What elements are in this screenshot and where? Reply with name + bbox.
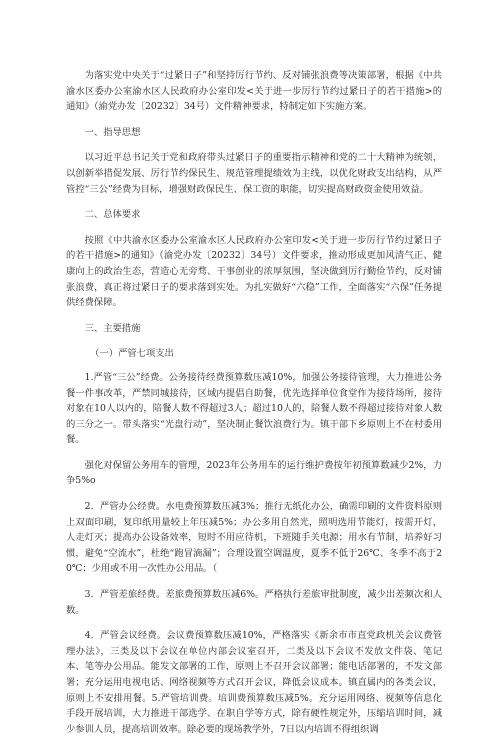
general-requirements-paragraph: 按照《中共渝水区委办公室渝水区人民政府办公室印发<关于进一步厉行节约过紧日子的若干措施>的通知》（渝党办发〔20232〕34号）文件要求，推动形成更加风清气正、健康向上的政治生态，营造心无旁骛、干事创业的浓厚氛围，坚决做到厉行勤俭节约，反对铺张浪费，真正将过紧日子的要求落到实处。为扎实做好“六稳”工作，全面落实“六保”任务提供经费保障。: [66, 234, 442, 309]
measure-item-4: 4．严管会议经费。会议费预算数压减10%，严格落实《新余市市直党政机关会议费管理办法》，三类及以下会议在单位内部会议室召开，二类及以下会议不发放文件袋、笔记本、笔等办公用品。能发文部署的工作，原则上不召开会议部署；能电话部署的，不发文部署；充分运用电视电话、网络视频等方式召开会议，降低会议成本。镇直属内的各类会议，原则上不安排用餐。5.严管培训费。培训费预算数压减5%。充分运用网络、视频等信息化手段开展培训，大力推进干部选学、在职自学等方式，除有硬性规定外，压缩培训时间，减少参训人员，提高培训效率。除必要的现场教学外，7日以内培训不得组织调: [66, 630, 442, 735]
section-heading-main-measures: 三、主要措施: [84, 322, 141, 334]
measure-item-2: 2．严管办公经费。水电费预算数压减3%；推行无纸化办公，确需印刷的文件资料原则上双面印刷，复印纸用量较上年压减5%；办公多用自然光，照明选用节能灯，按需开灯，人走灯灭；提高办公设备效率，短时不用应待机，下班随手关电源；用水有节制，培养好习惯，避免“空流水”，杜绝“跑冒滴漏”；合理设置空调温度，夏季不低于26℃、冬季不高于20℃；少用或不用一次性办公用品。（: [66, 501, 442, 575]
section-heading-guiding-ideology: 一、指导思想: [84, 126, 141, 138]
measure-item-1-continued: 强化对保留公务用车的管理，2023年公务用车的运行维护费按年初预算数减少2%，力争5%o: [66, 459, 442, 487]
guiding-ideology-paragraph: 以习近平总书记关于党和政府带头过紧日子的重要指示精神和党的二十大精神为统领，以创新举措促发展、厉行节约保民生、规范管理提绩效为主线，以优化财政支出结构，从严管控“三公”经费为目标，增强财政保民生、保工资的职能，切实提高财政资金使用效益。: [66, 152, 442, 195]
measure-item-3: 3．严管差旅经费。差旅费预算数压减6%。严格执行差旅审批制度，减少出差频次和人数。: [66, 589, 442, 616]
sub-heading-seven-expenditures: （一）严管七项支出: [90, 348, 174, 360]
measure-item-1: 1.严管“三公”经费。公务接待经费预算数压减10%，加强公务接待管理，大力推进公务餐一件事改革，严禁同城接待，区域内提倡自助餐，优先选择单位食堂作为接待场所，接待对象在10人以内的，陪餐人数不得超过3人；超过10人的，陪餐人数不得超过接待对象人数的三分之一。带头落实“光盘行动”，坚决制止餐饮浪费行为。镇干部下乡原则上不在村委用餐。: [66, 371, 442, 446]
section-heading-general-requirements: 二、总体要求: [84, 209, 141, 221]
intro-paragraph: 为落实党中央关于“过紧日子”和坚持厉行节约、反对铺张浪费等决策部署，根据《中共渝水区委办公室渝水区人民政府办公室印发<关于进一步厉行节约过紧日子的若干措施>的通知》（渝党办发〔20232〕34号）文件精神要求，特制定如下实施方案。: [66, 70, 442, 113]
